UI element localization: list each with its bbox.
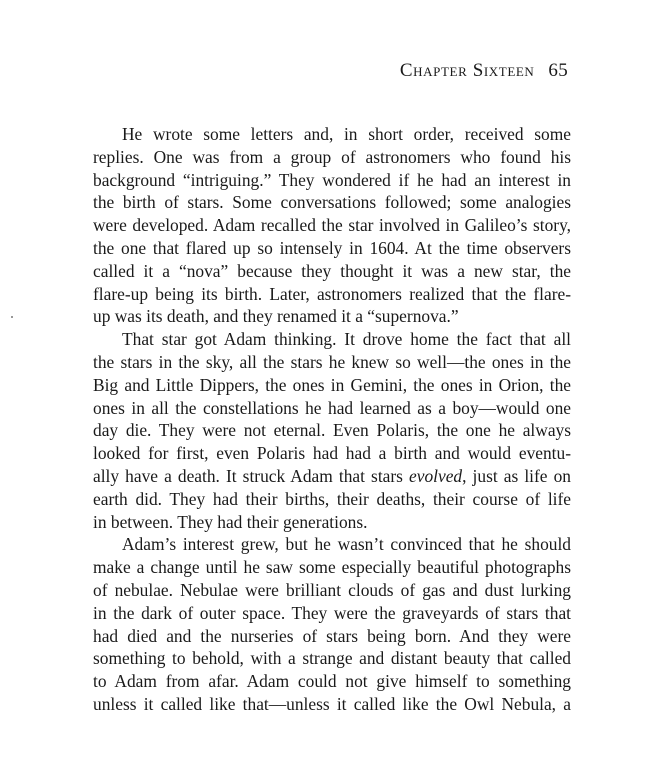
page-number: 65 [548, 60, 568, 81]
text-line: something to behold, with a strange and distant beauty that called [93, 648, 571, 669]
paragraph-3 [93, 533, 571, 715]
text-line: Adam’s interest grew, but he wasn’t convinced that he should [122, 534, 571, 555]
text-line: in the dark of outer space. They were the graveyards of stars that [93, 602, 571, 623]
text-line: replies. One was from a group of astronomers who found his [93, 146, 571, 167]
text-line: earth did. They had their births, their deaths, their course of life [93, 488, 571, 509]
text-line: Big and Little Dippers, the ones in Gemini, the ones in Orion, the [93, 374, 571, 395]
text-line: That star got Adam thinking. It drove home the fact that all [122, 329, 571, 350]
text-line: in between. They had their generations. [93, 511, 368, 532]
running-head [400, 60, 568, 82]
text-line: He wrote some letters and, in short order, received some [122, 124, 571, 144]
emphasis: evolved [409, 465, 463, 486]
text-line: background “intriguing.” They wondered if he had an interest in [93, 169, 571, 190]
text-line: to Adam from afar. Adam could not give himself to something [93, 671, 571, 692]
text-line: the stars in the sky, all the stars he knew so well—the ones in the [93, 351, 571, 372]
text-line: make a change until he saw some especially beautiful photographs [93, 557, 571, 578]
text-line: the birth of stars. Some conversations followed; some analogies [93, 192, 571, 213]
paragraph-1 [93, 123, 571, 328]
text-line: unless it called like that—unless it called like the Owl Nebula, a [93, 693, 571, 714]
text-line: flare-up being its birth. Later, astronomers realized that the flare- [93, 283, 571, 304]
text-line: of nebulae. Nebulae were brilliant clouds of gas and dust lurking [93, 579, 571, 600]
text-line: ally have a death. It struck Adam that stars evolved, just as life on [93, 465, 571, 486]
text-line: had died and the nurseries of stars being born. And they were [93, 625, 571, 646]
text-line: the one that flared up so intensely in 1604. At the time observers [93, 237, 571, 258]
text-line: called it a “nova” because they thought it was a new star, the [93, 260, 571, 281]
chapter-title: Chapter Sixteen [399, 60, 535, 81]
paragraph-2 [93, 328, 571, 533]
text-line: day die. They were not eternal. Even Polaris, the one he always [93, 420, 571, 441]
body-text [93, 123, 571, 716]
stray-mark [11, 316, 13, 318]
text-line: were developed. Adam recalled the star involved in Galileo’s story, [93, 215, 571, 236]
text-line: looked for first, even Polaris had had a birth and would eventu- [93, 443, 571, 464]
text-line: ones in all the constellations he had learned as a boy—would one [93, 397, 571, 418]
text-line: up was its death, and they renamed it a “supernova.” [93, 306, 459, 327]
